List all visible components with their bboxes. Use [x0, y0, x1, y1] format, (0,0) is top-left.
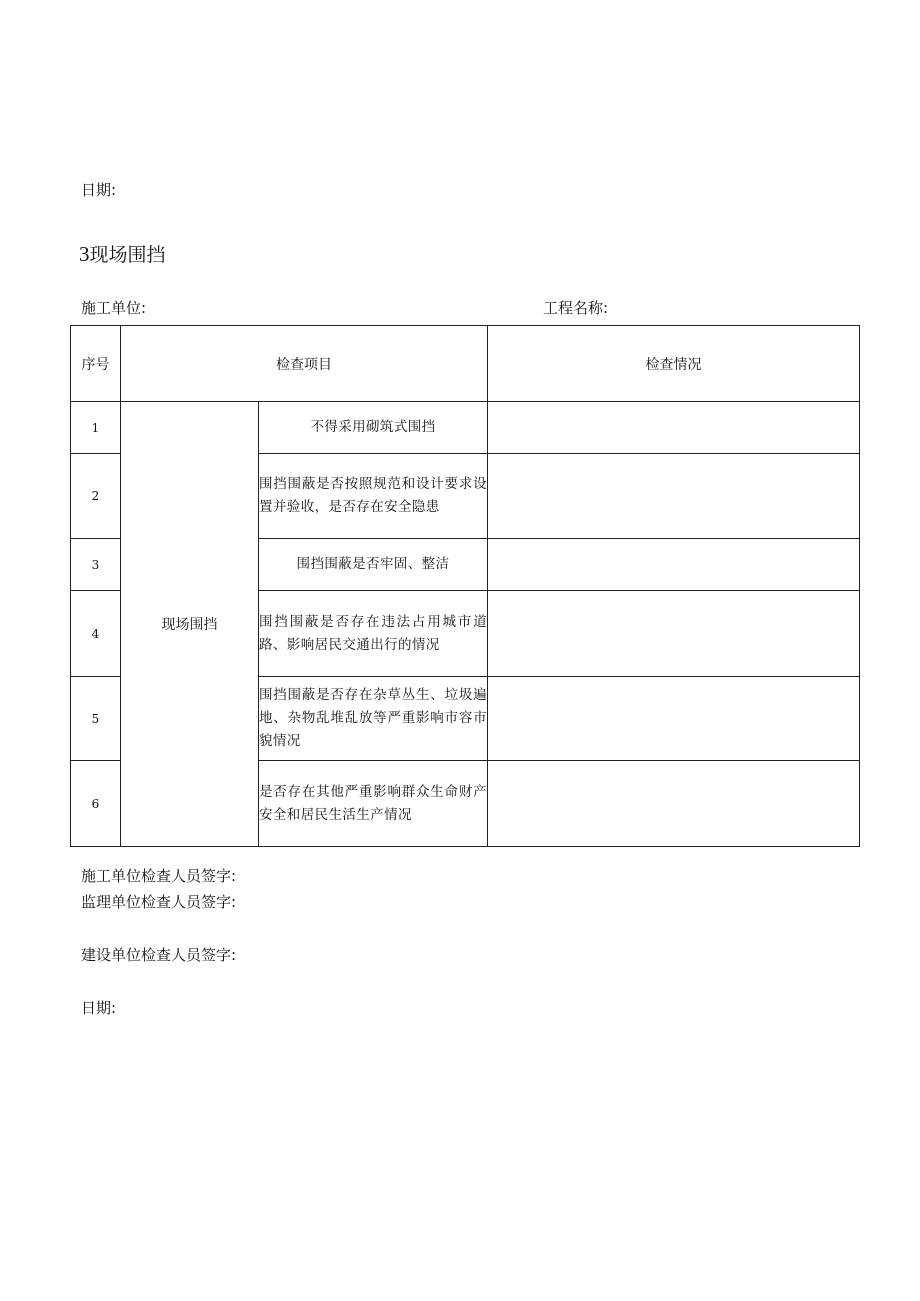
- row-item: 围挡围蔽是否存在违法占用城市道路、影响居民交通出行的情况: [259, 591, 488, 677]
- project-name-label: 工程名称:: [543, 299, 609, 317]
- owner-signature-label: 建设单位检查人员签字:: [81, 946, 237, 964]
- supervision-signature-label: 监理单位检查人员签字:: [81, 893, 237, 911]
- construction-unit-label: 施工单位:: [81, 299, 147, 317]
- table-row: [71, 402, 860, 454]
- row-item: 围挡围蔽是否存在杂草丛生、垃圾遍地、杂物乱堆乱放等严重影响市容市貌情况: [259, 677, 488, 761]
- row-seq: 1: [71, 402, 121, 454]
- row-item: 围挡围蔽是否按照规范和设计要求设置并验收，是否存在安全隐患: [259, 454, 488, 539]
- row-item: 是否存在其他严重影响群众生命财产安全和居民生活生产情况: [259, 761, 488, 847]
- row-item: 围挡围蔽是否牢固、整洁: [259, 539, 488, 591]
- row-item: 不得采用砌筑式围挡: [259, 402, 488, 454]
- row-seq: 5: [71, 677, 121, 761]
- header-status: 检查情况: [488, 326, 860, 402]
- row-seq: 2: [71, 454, 121, 539]
- construction-signature-label: 施工单位检查人员签字:: [81, 867, 237, 885]
- row-status[interactable]: [488, 761, 860, 847]
- row-status[interactable]: [488, 677, 860, 761]
- row-seq: 3: [71, 539, 121, 591]
- row-status[interactable]: [488, 539, 860, 591]
- table-header-row: [71, 326, 860, 402]
- top-date-label: 日期:: [81, 181, 117, 199]
- row-seq: 6: [71, 761, 121, 847]
- bottom-date-label: 日期:: [81, 999, 117, 1017]
- section-number: 3: [79, 242, 90, 266]
- header-seq: 序号: [71, 326, 121, 402]
- row-status[interactable]: [488, 591, 860, 677]
- category-cell: 现场围挡: [121, 402, 259, 847]
- row-status[interactable]: [488, 402, 860, 454]
- section-heading: [79, 242, 166, 267]
- inspection-table: [70, 325, 860, 847]
- row-seq: 4: [71, 591, 121, 677]
- row-status[interactable]: [488, 454, 860, 539]
- section-title: 现场围挡: [89, 244, 166, 266]
- header-item: 检查项目: [121, 326, 488, 402]
